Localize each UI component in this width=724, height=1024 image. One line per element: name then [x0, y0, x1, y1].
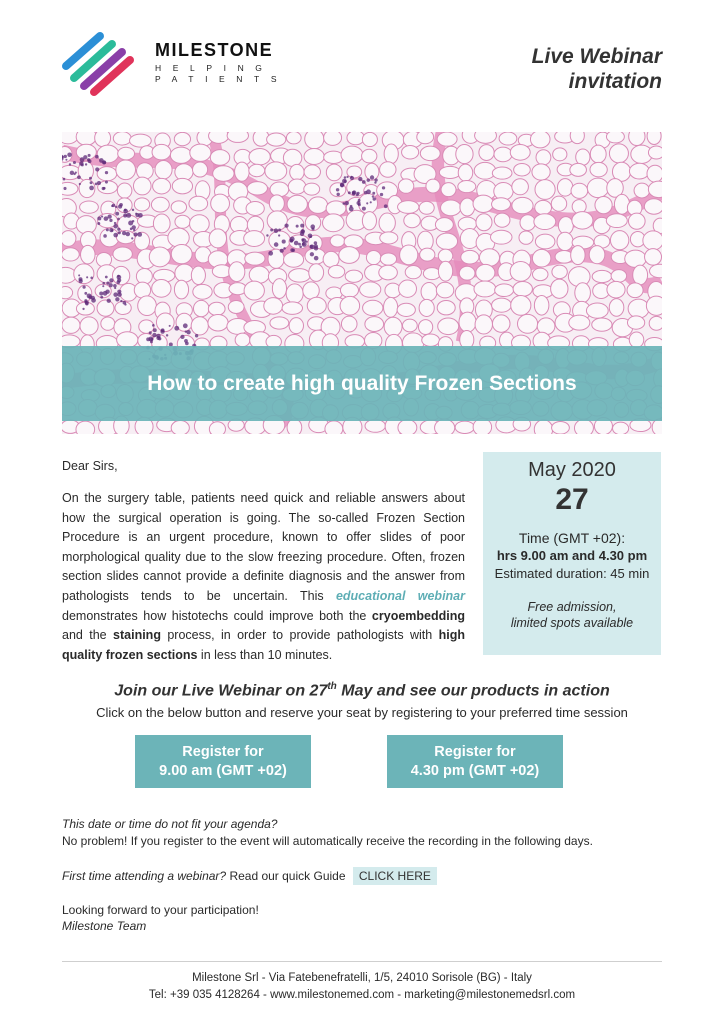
header-title	[532, 44, 662, 94]
brand-tagline-2: PATIENTS	[155, 74, 289, 84]
first-time-question: First time attending a webinar?	[62, 869, 227, 883]
hero-title-band	[62, 346, 662, 421]
join-heading	[0, 681, 724, 700]
greeting: Dear Sirs,	[62, 459, 118, 473]
recording-note: No problem! If you register to the event will automatically receive the recording in the following days.	[62, 834, 593, 848]
agenda-question: This date or time do not fit your agenda?	[62, 817, 278, 831]
brand-tagline-1: HELPING	[155, 63, 274, 73]
free-admission	[483, 599, 661, 631]
educational-webinar-highlight: educational webinar	[335, 588, 465, 603]
brand-name: MILESTONE	[155, 40, 274, 60]
time-hours: hrs 9.00 am and 4.30 pm	[496, 548, 648, 563]
footer-contacts: Tel: +39 035 4128264 - www.milestonemed.com - marketing@milestonemedsrl.com	[148, 989, 576, 1001]
milestone-logo-icon	[60, 30, 138, 96]
click-here-link[interactable]: CLICK HERE	[353, 867, 437, 885]
register-9am-line2: 9.00 am (GMT +02)	[159, 762, 287, 779]
guide-text: Read our quick Guide	[229, 869, 346, 883]
hero-title: How to create high quality Frozen Sections	[147, 371, 577, 395]
register-9am-button[interactable]	[135, 735, 311, 788]
footer-address: Milestone Srl - Via Fatebenefratelli, 1/5, 24010 Sorisole (BG) - Italy	[192, 972, 532, 984]
register-430pm-button[interactable]	[387, 735, 563, 788]
closing-line: Looking forward to your participation!	[62, 903, 259, 917]
body-text-c: and the	[62, 628, 114, 643]
signature: Milestone Team	[62, 919, 147, 933]
register-430pm-line1: Register for	[434, 743, 516, 760]
body-text-b: demonstrates how histotechs could improve both the	[62, 608, 372, 623]
join-sup: th	[327, 681, 337, 692]
footer-divider	[62, 961, 662, 962]
body-text-e: in less than 10 minutes.	[197, 647, 333, 662]
brand-block	[155, 40, 288, 85]
register-instruction: Click on the below button and reserve your seat by registering to your preferred time session	[96, 705, 628, 720]
body-bold-quality: high quality frozen sections	[62, 628, 466, 662]
free-admission-line2: limited spots available	[510, 616, 634, 630]
join-text-a: Join our Live Webinar on 27	[114, 682, 328, 700]
hero-banner	[62, 132, 662, 434]
header-title-line2: invitation	[568, 70, 662, 93]
body-bold-cryoembedding: cryoembedding	[371, 608, 465, 623]
duration: Estimated duration: 45 min	[494, 566, 650, 581]
date-panel	[483, 452, 661, 655]
date-day: 27	[555, 483, 589, 516]
body-bold-staining: staining	[113, 628, 161, 643]
body-paragraph	[62, 489, 465, 665]
date-month: May 2020	[528, 459, 616, 481]
body-text-d: process, in order to provide pathologists with	[160, 628, 439, 643]
free-admission-line1: Free admission,	[527, 600, 617, 614]
body-text-a: On the surgery table, patients need quick and reliable answers about how the surgical operation is going. The so-called Frozen Section Procedure is an urgent procedure, known to offer slides of poor morphological quality due to the slow freezing procedure. Often, frozen section slides cannot provide a definite diagnosis and the answer from pathologists tends to be uncertain. This	[62, 491, 465, 603]
time-label: Time (GMT +02):	[518, 530, 626, 546]
join-text-b: May and see our products in action	[336, 682, 610, 700]
guide-line	[62, 867, 437, 885]
register-9am-line1: Register for	[182, 743, 264, 760]
header-title-line1: Live Webinar	[531, 45, 662, 68]
register-430pm-line2: 4.30 pm (GMT +02)	[410, 762, 540, 779]
